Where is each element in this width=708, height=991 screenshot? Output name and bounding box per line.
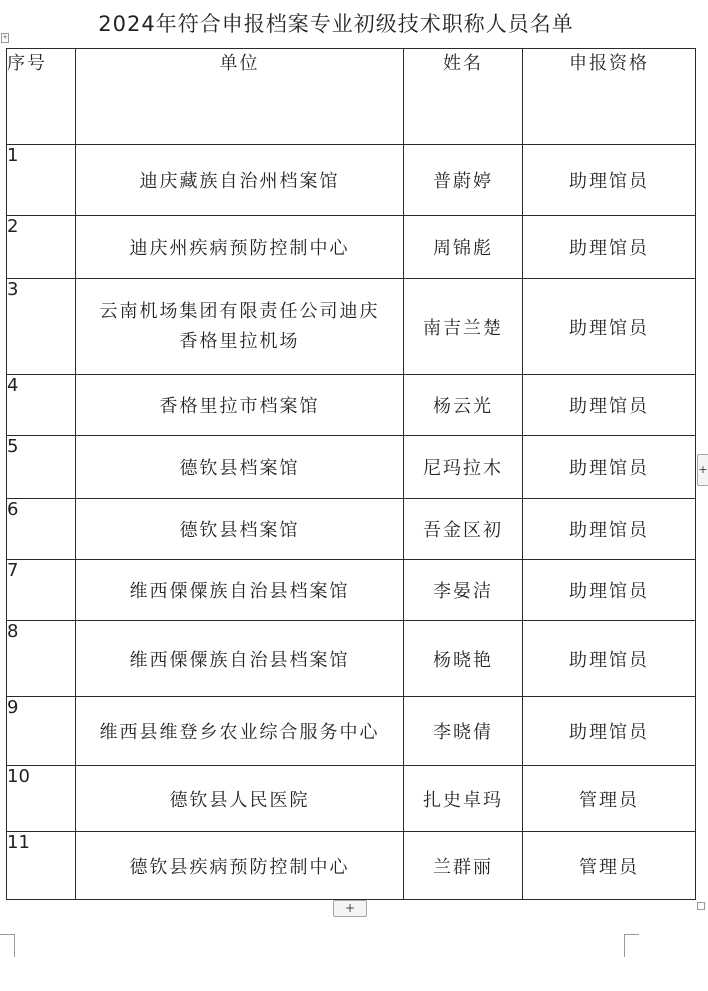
row-number[interactable]: 7 — [7, 560, 76, 621]
header-unit: 单位 — [76, 49, 404, 145]
table-row — [7, 560, 696, 621]
row-name[interactable]: 周锦彪 — [404, 216, 523, 279]
row-name[interactable]: 杨云光 — [404, 375, 523, 436]
row-name[interactable]: 南吉兰楚 — [404, 279, 523, 375]
row-number[interactable]: 11 — [7, 832, 76, 900]
row-unit[interactable]: 德钦县档案馆 — [76, 436, 404, 499]
row-name[interactable]: 兰群丽 — [404, 832, 523, 900]
table-row — [7, 697, 696, 766]
row-qualification[interactable]: 助理馆员 — [523, 560, 696, 621]
table-row — [7, 499, 696, 560]
table-row — [7, 436, 696, 499]
row-unit[interactable]: 维西傈僳族自治县档案馆 — [76, 560, 404, 621]
table-row — [7, 832, 696, 900]
row-qualification[interactable]: 管理员 — [523, 766, 696, 832]
row-number[interactable]: 9 — [7, 697, 76, 766]
row-name[interactable]: 扎史卓玛 — [404, 766, 523, 832]
row-qualification[interactable]: 助理馆员 — [523, 145, 696, 216]
row-unit[interactable]: 德钦县人民医院 — [76, 766, 404, 832]
row-name[interactable]: 普蔚婷 — [404, 145, 523, 216]
row-qualification[interactable]: 助理馆员 — [523, 375, 696, 436]
row-unit[interactable]: 香格里拉市档案馆 — [76, 375, 404, 436]
row-number[interactable]: 5 — [7, 436, 76, 499]
table-row — [7, 145, 696, 216]
row-number[interactable]: 3 — [7, 279, 76, 375]
row-name[interactable]: 李晏洁 — [404, 560, 523, 621]
table-row — [7, 375, 696, 436]
row-unit[interactable]: 迪庆藏族自治州档案馆 — [76, 145, 404, 216]
add-column-button[interactable]: + — [697, 454, 708, 486]
table-row — [7, 766, 696, 832]
roster-table — [6, 48, 696, 900]
row-number[interactable]: 8 — [7, 621, 76, 697]
row-number[interactable]: 2 — [7, 216, 76, 279]
table-resize-handle[interactable] — [697, 902, 705, 910]
row-name[interactable]: 尼玛拉木 — [404, 436, 523, 499]
row-qualification[interactable]: 助理馆员 — [523, 621, 696, 697]
row-unit[interactable]: 维西县维登乡农业综合服务中心 — [76, 697, 404, 766]
row-unit[interactable]: 德钦县档案馆 — [76, 499, 404, 560]
row-number[interactable]: 4 — [7, 375, 76, 436]
table-move-handle[interactable]: + — [2, 33, 8, 41]
row-qualification[interactable]: 助理馆员 — [523, 216, 696, 279]
page-corner-mark-left — [0, 934, 15, 957]
document-title: 2024年符合申报档案专业初级技术职称人员名单 — [98, 12, 574, 36]
row-name[interactable]: 吾金区初 — [404, 499, 523, 560]
row-number[interactable]: 10 — [7, 766, 76, 832]
row-qualification[interactable]: 助理馆员 — [523, 436, 696, 499]
header-qualification: 申报资格 — [523, 49, 696, 145]
row-name[interactable]: 李晓倩 — [404, 697, 523, 766]
table-row — [7, 216, 696, 279]
row-qualification[interactable]: 管理员 — [523, 832, 696, 900]
row-name[interactable]: 杨晓艳 — [404, 621, 523, 697]
table-header-row — [7, 49, 696, 145]
row-unit[interactable]: 迪庆州疾病预防控制中心 — [76, 216, 404, 279]
add-row-button[interactable]: + — [333, 900, 367, 917]
row-number[interactable]: 1 — [7, 145, 76, 216]
row-unit[interactable]: 维西傈僳族自治县档案馆 — [76, 621, 404, 697]
row-number[interactable]: 6 — [7, 499, 76, 560]
row-unit-line: 香格里拉机场 — [179, 330, 300, 352]
header-serial-number: 序号 — [7, 49, 76, 145]
header-name: 姓名 — [404, 49, 523, 145]
row-unit-line: 云南机场集团有限责任公司迪庆 — [99, 300, 380, 322]
row-unit[interactable]: 德钦县疾病预防控制中心 — [76, 832, 404, 900]
row-unit[interactable] — [76, 279, 404, 375]
row-qualification[interactable]: 助理馆员 — [523, 279, 696, 375]
row-qualification[interactable]: 助理馆员 — [523, 697, 696, 766]
table-row — [7, 621, 696, 697]
page-corner-mark-right — [624, 934, 639, 957]
row-qualification[interactable]: 助理馆员 — [523, 499, 696, 560]
table-row — [7, 279, 696, 375]
